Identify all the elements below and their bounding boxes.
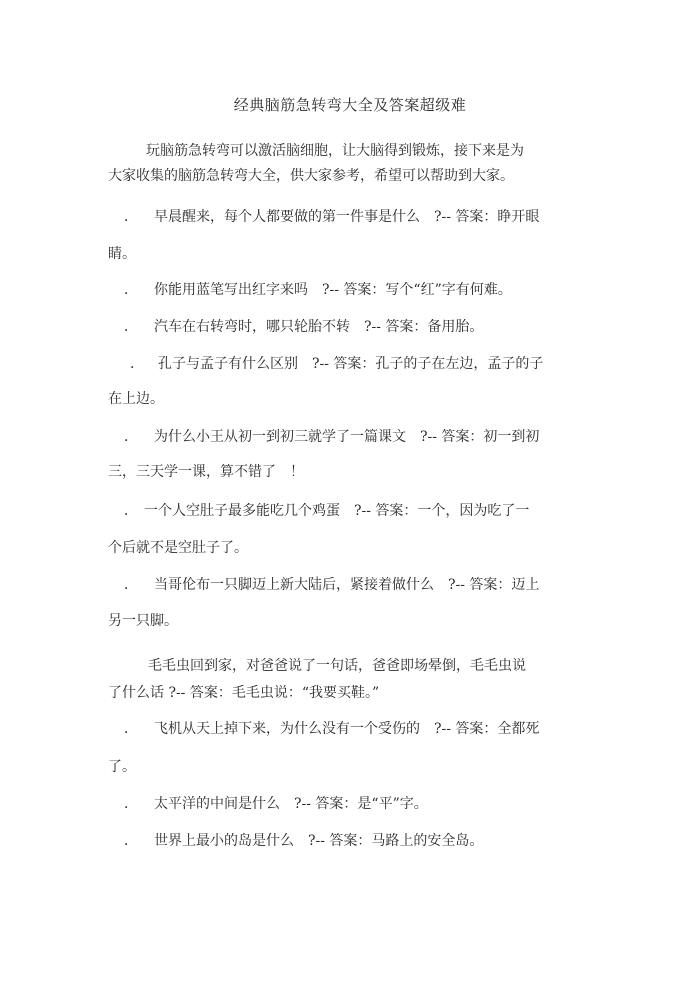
list-item-line: 在上边。	[108, 391, 164, 407]
list-item-line	[124, 318, 483, 336]
list-item-line	[124, 832, 483, 850]
intro-line-2: 大家收集的脑筋急转弯大全，供大家参考，希望可以帮助到大家。	[108, 168, 514, 184]
item-text: 太平洋的中间是什么 ?-- 答案：是“平”字。	[154, 796, 428, 812]
list-item-line: 个后就不是空肚子了。	[108, 540, 248, 556]
item-text: 世界上最小的岛是什么 ?-- 答案：马路上的安全岛。	[154, 833, 484, 849]
list-item-line: 另一只脚。	[108, 613, 178, 629]
item-text: 毛毛虫回到家，对爸爸说了一句话，爸爸即场晕倒，毛毛虫说	[148, 658, 526, 674]
item-bullet: ．	[124, 833, 138, 849]
list-item-line	[124, 502, 529, 520]
item-bullet: ．	[124, 503, 138, 519]
list-item-line	[130, 355, 543, 373]
item-text: 汽车在右转弯时，哪只轮胎不转 ?-- 答案：备用胎。	[154, 319, 484, 335]
item-bullet: ．	[124, 796, 138, 812]
list-item-line	[148, 657, 526, 675]
item-bullet: ．	[124, 577, 138, 593]
list-item-line	[124, 576, 539, 594]
item-bullet: ．	[124, 721, 138, 737]
item-bullet: ．	[124, 429, 138, 445]
list-item-line	[124, 795, 428, 813]
list-item-line	[124, 428, 539, 446]
document-title: 经典脑筋急转弯大全及答案超级难	[233, 96, 467, 114]
item-bullet: ．	[130, 356, 144, 372]
list-item-line: 了什么话 ?-- 答案：毛毛虫说：“我要买鞋。”	[108, 685, 380, 701]
list-item-line	[124, 281, 512, 299]
item-text: 早晨醒来，每个人都要做的第一件事是什么 ?-- 答案：睁开眼	[154, 209, 540, 225]
item-bullet: ．	[124, 209, 138, 225]
item-text: 孔子与孟子有什么区别 ?-- 答案：孔子的子在左边，孟子的子	[158, 356, 544, 372]
item-text: 当哥伦布一只脚迈上新大陆后，紧接着做什么 ?-- 答案：迈上	[154, 577, 540, 593]
item-text: 你能用蓝笔写出红字来吗 ?-- 答案：写个“红”字有何难。	[154, 282, 512, 298]
item-bullet: ．	[124, 282, 138, 298]
item-bullet: ．	[124, 319, 138, 335]
item-text: 为什么小王从初一到初三就学了一篇课文 ?-- 答案：初一到初	[154, 429, 540, 445]
list-item-line	[124, 208, 539, 226]
item-text: 一个人空肚子最多能吃几个鸡蛋 ?-- 答案：一个，因为吃了一	[144, 503, 530, 519]
list-item-line	[124, 720, 539, 738]
intro-line-1: 玩脑筋急转弯可以激活脑细胞，让大脑得到锻炼，接下来是为	[146, 143, 524, 159]
item-text: 飞机从天上掉下来，为什么没有一个受伤的 ?-- 答案：全都死	[154, 721, 540, 737]
list-item-line: 三，三天学一课，算不错了 ！	[108, 464, 304, 480]
list-item-line: 了。	[108, 759, 136, 775]
list-item-line: 睛。	[108, 246, 136, 262]
